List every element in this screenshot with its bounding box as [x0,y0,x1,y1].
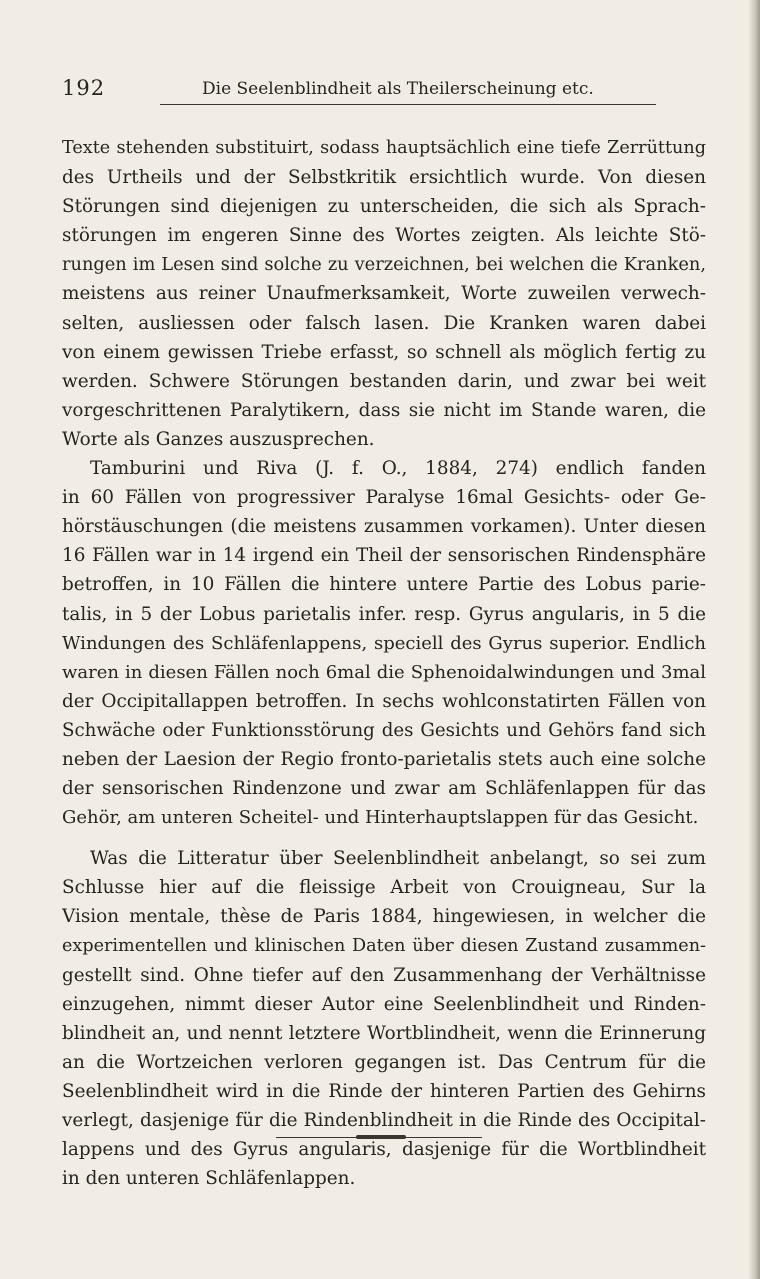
text-line: selten, ausliessen oder falsch lasen. Die Kranken waren dabei [62,312,706,334]
text-line: 16 Fällen war in 14 irgend ein Theil der sensorischen Rindensphäre [62,545,706,567]
text-line: waren in diesen Fällen noch 6mal die Sphenoidalwindungen und 3mal [62,661,706,683]
text-line: Gehör, am unteren Scheitel- und Hinterhauptslappen für das Gesicht. [62,807,699,829]
text-line: hörstäuschungen (die meistens zusammen vorkamen). Unter diesen [62,516,706,538]
text-line: Tamburini und Riva (J. f. O., 1884, 274) endlich fanden [90,458,706,480]
running-title: Die Seelenblindheit als Theilerscheinung etc. [202,79,594,99]
text-line: der Occipitallappen betroffen. In sechs wohlconstatirten Fällen von [62,690,706,712]
text-line: neben der Laesion der Regio fronto-parietalis stets auch eine solche [62,748,706,770]
paragraph-gap [62,832,706,844]
text-line: rungen im Lesen sind solche zu verzeichnen, bei welchen die Kranken, [62,254,706,276]
text-line: gestellt sind. Ohne tiefer auf den Zusammenhang der Verhältnisse [62,964,706,986]
text-line: experimentellen und klinischen Daten über diesen Zustand zusammen- [62,935,706,956]
text-line: lappens und des Gyrus angularis, dasjenige für die Wortblindheit [62,1139,706,1161]
text-line: vorgeschrittenen Paralytikern, dass sie nicht im Stande waren, die [62,399,706,421]
text-line: werden. Schwere Störungen bestanden darin, und zwar bei weit [62,370,706,392]
text-line: der sensorischen Rindenzone und zwar am Schläfenlappen für das [62,778,706,800]
text-line: einzugehen, nimmt dieser Autor eine Seelenblindheit und Rinden- [62,993,706,1015]
paragraph-1 [62,134,706,454]
text-line: betroffen, in 10 Fällen die hintere untere Partie des Lobus parie- [62,574,706,596]
text-line: Was die Litteratur über Seelenblindheit anbelangt, so sei zum [90,848,706,870]
text-line: verlegt, dasjenige für die Rindenblindheit in die Rinde des Occipital- [62,1110,706,1132]
page-header [62,76,710,108]
text-line: Seelenblindheit wird in die Rinde der hinteren Partien des Gehirns [62,1081,706,1102]
text-line: Vision mentale, thèse de Paris 1884, hingewiesen, in welcher die [62,906,706,928]
text-line: Windungen des Schläfenlappens, speciell des Gyrus superior. Endlich [62,632,706,654]
text-line: des Urtheils und der Selbstkritik ersichtlich wurde. Von diesen [62,167,706,189]
text-line: in den unteren Schläfenlappen. [62,1168,356,1190]
text-line: talis, in 5 der Lobus parietalis infer. resp. Gyrus angularis, in 5 die [62,603,706,625]
paragraph-2 [62,454,706,832]
text-line: Schwäche oder Funktionsstörung des Gesichts und Gehörs fand sich [62,719,706,741]
page-edge-shadow [748,0,760,1279]
text-line: in 60 Fällen von progressiver Paralyse 16mal Gesichts- oder Ge- [62,487,706,509]
text-line: von einem gewissen Triebe erfasst, so schnell als möglich fertig zu [62,341,706,363]
text-line: Störungen sind diejenigen zu unterscheiden, die sich als Sprach- [62,196,706,218]
text-line: an die Wortzeichen verloren gegangen ist. Das Centrum für die [62,1051,706,1073]
end-rule-ornament [356,1135,406,1139]
page-number: 192 [62,76,106,100]
text-line: meistens aus reiner Unaufmerksamkeit, Worte zuweilen verwech- [62,283,706,305]
text-line: Worte als Ganzes auszusprechen. [62,428,375,450]
text-line: Schlusse hier auf die fleissige Arbeit von Crouigneau, Sur la [62,877,706,899]
body-text [62,134,706,1193]
header-rule [160,104,656,105]
text-line: Texte stehenden substituirt, sodass hauptsächlich eine tiefe Zerrüttung [62,138,706,158]
text-line: störungen im engeren Sinne des Wortes zeigten. Als leichte Stö- [62,225,706,247]
paragraph-3 [62,844,706,1193]
text-line: blindheit an, und nennt letztere Wortblindheit, wenn die Erinnerung [62,1022,706,1044]
